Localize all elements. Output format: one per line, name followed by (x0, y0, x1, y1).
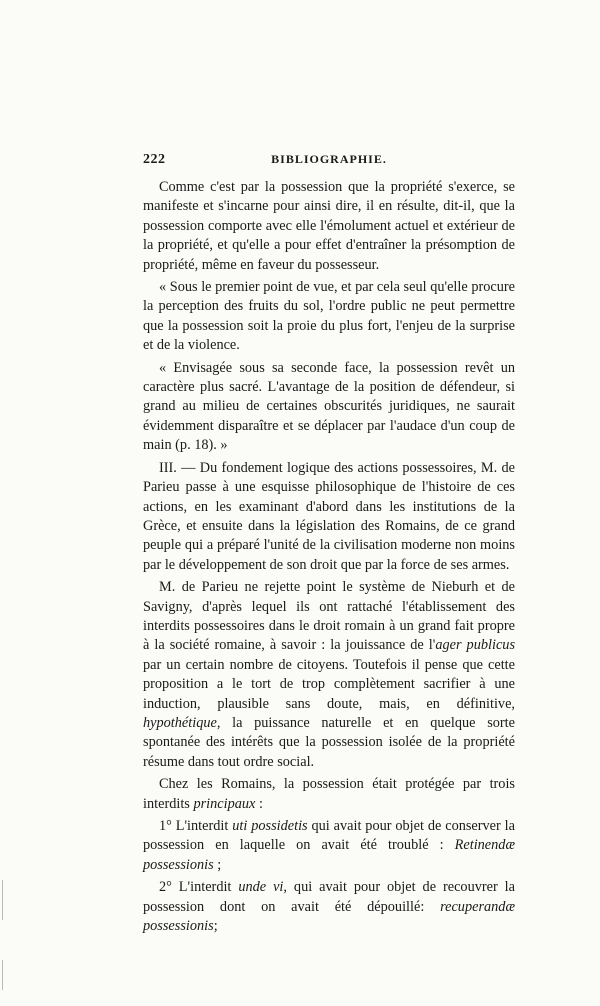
text-run: III. — Du fondement logique des actions possessoires, M. de Parieu passe à une esquisse philosophique de l'histoire de ces actions, en les examinant d'abord dans les institutions de la Grèce, et ensuite dans la législation des Romains, de ce grand peuple qui a préparé l'unité de la civilisation moderne non moins par le développement de son droit que par la force de ses armes. (143, 459, 515, 573)
margin-mark (2, 880, 3, 920)
paragraph (143, 178, 515, 275)
text-run: 2° L'interdit (159, 879, 239, 896)
text-run: , qui avait pour objet de recouvrer la possession dont on avait été dépouillé: (143, 879, 515, 915)
text-run: Comme c'est par la possession que la propriété s'exerce, se manifeste et s'incarne pour ainsi dire, il en résulte, dit-il, que la possession comporte avec elle l'émolument actuel et extérieur de la propriété, et qu'elle a pour effet d'entraîner la présomption de propriété, même en faveur du possesseur. (143, 179, 515, 273)
italic-text: uti possidetis (232, 818, 308, 834)
text-run: M. de Parieu ne rejette point le système de Nieburh et de Savigny, d'après lequel ils ont rattaché l'établissement des interdits possessoires dans le droit romain à un grand fait propre à la société romaine, à savoir : la jouissance de l' (143, 579, 515, 654)
body-text (143, 178, 515, 936)
paragraph (143, 459, 515, 575)
italic-text: unde vi (238, 879, 284, 896)
text-run: Chez les Romains, la possession était protégée par trois interdits (143, 776, 515, 812)
text-run: « Sous le premier point de vue, et par cela seul qu'elle procure la perception des fruits du sol, l'ordre public ne peut permettre que la possession soit la proie du plus fort, l'enjeu de la surprise et de la violence. (143, 279, 515, 354)
italic-text: Retinendæ possessionis (143, 837, 515, 873)
text-run: , la puissance naturelle et en quelque sorte spontanée des intérêts que la possession isolée de la propriété résume dans tout ordre social. (143, 714, 515, 770)
running-title: BIBLIOGRAPHIE. (271, 152, 387, 166)
italic-text: principaux (193, 795, 256, 812)
paragraph (143, 278, 515, 356)
paragraph (143, 578, 515, 772)
page-number: 222 (143, 152, 166, 167)
text-run: ; (213, 856, 222, 873)
italic-text: ager publicus (435, 637, 516, 654)
paragraph (143, 817, 515, 875)
text-run: 1° L'interdit (159, 818, 233, 834)
paragraph (143, 359, 515, 456)
italic-text: recuperandæ possessionis (143, 898, 515, 935)
paragraph (143, 878, 515, 936)
paragraph (143, 775, 515, 814)
text-run: ; (213, 918, 218, 935)
text-run: qui avait pour objet de conserver la possession en laquelle on avait été troublé : (143, 818, 515, 854)
margin-mark (2, 960, 3, 990)
text-run: « Envisagée sous sa seconde face, la possession revêt un caractère plus sacré. L'avantage de la position de défendeur, si grand au milieu de certaines obscurités juridiques, ne saurait évidemment disparaître et se déplacer par l'audace d'un coup de main (p. 18). » (143, 359, 515, 454)
page-header (143, 152, 515, 172)
text-run: par un certain nombre de citoyens. Toutefois il pense que cette proposition a le tort de trop complètement sacrifier à une induction, plausible sans doute, mais, en définitive, (143, 656, 515, 712)
italic-text: hypothétique (143, 714, 217, 731)
text-run: : (255, 795, 263, 812)
